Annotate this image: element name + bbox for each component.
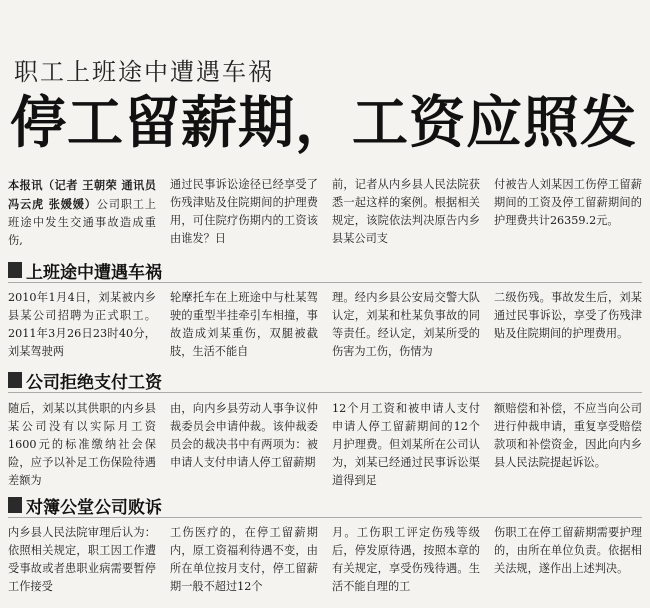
- section-3-col-1: 内乡县人民法院审理后认为：依照相关规定，职工因工作遭受事故或者患职业病需要暂停工作接受: [8, 526, 156, 593]
- section-2-col-1: 随后，刘某以其供职的内乡县某公司没有以实际月工资1600元的标准缴纳社会保险，应予以补足工伤保险待遇差额为: [8, 402, 156, 487]
- section-body-3: [8, 524, 642, 608]
- section-title-1: 上班途中遭遇车祸: [26, 262, 162, 283]
- section-1-col-3: 理。经内乡县公安局交警大队认定，刘某和杜某负事故的同等责任。经认定，刘某所受的伤害为工伤，伤情为: [332, 291, 480, 358]
- intro-col-1-text: 公司职工上班途中发生交通事故造成重伤,: [8, 198, 156, 247]
- section-heading-2: [8, 368, 642, 393]
- intro-col-3: 前，记者从内乡县人民法院获悉一起这样的案例。根据相关规定，该院依法判决原告内乡县某公司支: [332, 178, 480, 245]
- intro-col-4: 付被告人刘某因工伤停工留薪期间的工资及停工留薪期间的护理费共计26359.2元。: [494, 178, 642, 227]
- section-2-col-2: 由，向内乡县劳动人事争议仲裁委员会申请仲裁。该仲裁委员会的裁决书中有两项为：被申请人支付申请人停工留薪期: [170, 402, 318, 469]
- section-title-2: 公司拒绝支付工资: [26, 372, 162, 393]
- section-heading-3: [8, 493, 642, 518]
- section-1-col-1: 2010年1月4日，刘某被内乡县某公司招聘为正式职工。2011年3月26日23时40分，刘某驾驶两: [8, 291, 156, 358]
- section-1-col-4: 二级伤残。事故发生后，刘某通过民事诉讼，享受了伤残津贴及住院期间的护理费用。: [494, 291, 642, 340]
- section-heading-1: [8, 258, 642, 283]
- section-3-col-4: 伤职工在停工留薪期需要护理的，由所在单位负责。依据相关法规，遂作出上述判决。: [494, 526, 642, 575]
- section-2-col-3: 12个月工资和被申请人支付申请人停工留薪期间的12个月护理费。但刘某所在公司认为，刘某已经通过民事诉讼渠道得到足: [332, 402, 480, 487]
- intro-col-1: [8, 176, 156, 250]
- intro-col-2: 通过民事诉讼途径已经享受了伤残津贴及住院期间的护理费用，可住院疗伤期内的工资该由谁发？日: [170, 178, 318, 245]
- section-body-2: [8, 400, 642, 490]
- article-headline: 停工留薪期，工资应照发: [10, 91, 637, 156]
- section-marker-icon: [8, 497, 22, 513]
- section-title-3: 对簿公堂公司败诉: [26, 497, 162, 518]
- section-body-1: [8, 289, 642, 361]
- section-3-col-3: 月。工伤职工评定伤残等级后，停发原待遇，按照本章的有关规定，享受伤残待遇。生活不能自理的工: [332, 526, 480, 593]
- section-2-col-4: 额赔偿和补偿，不应当向公司进行仲裁申请，重复享受赔偿款项和补偿资金，因此向内乡县人民法院提起诉讼。: [494, 402, 642, 469]
- section-3-col-2: 工伤医疗的，在停工留薪期内，原工资福利待遇不变，由所在单位按月支付，停工留薪期一般不超过12个: [170, 526, 318, 593]
- section-1-col-2: 轮摩托车在上班途中与杜某驾驶的重型半挂牵引车相撞，事故造成刘某重伤，双腿被截肢，生活不能自: [170, 291, 318, 358]
- article-byline: 本报讯（记者 王朝荣 通讯员 冯云虎 张媛媛）: [8, 178, 156, 211]
- section-marker-icon: [8, 262, 22, 278]
- intro-block: [8, 176, 642, 250]
- article-kicker: 职工上班途中遭遇车祸: [14, 58, 274, 86]
- section-marker-icon: [8, 372, 22, 388]
